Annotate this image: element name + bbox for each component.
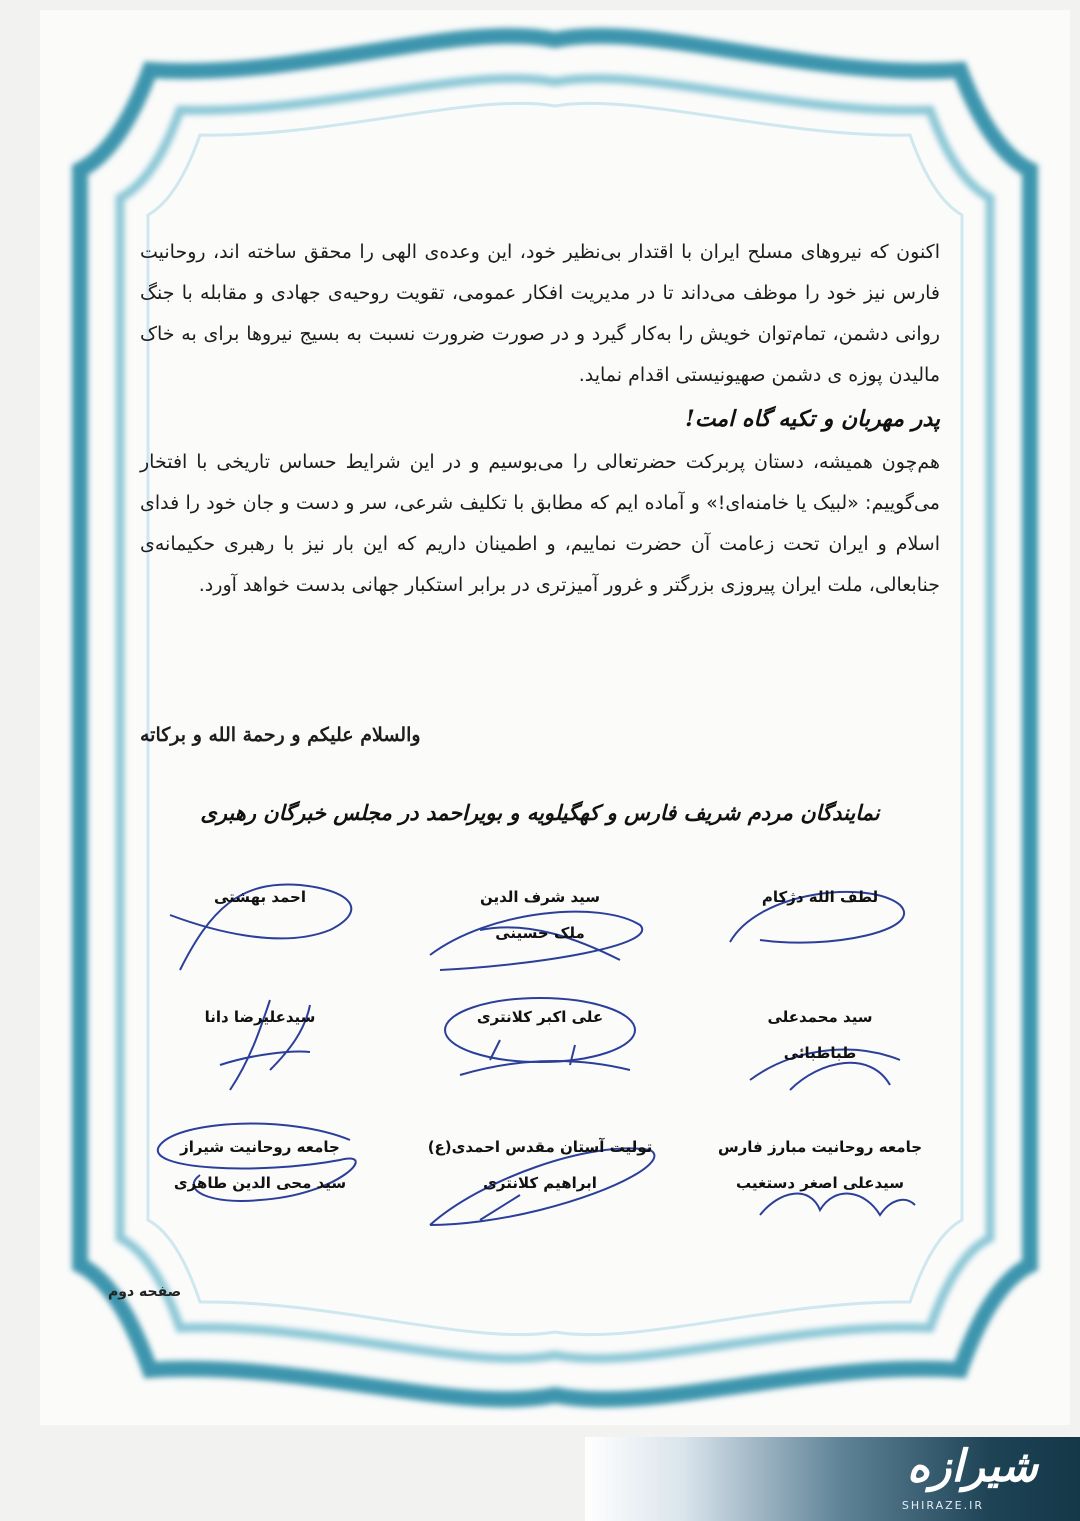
signatory-6	[140, 990, 380, 1100]
shiraze-watermark	[585, 1437, 1080, 1521]
letter-heading: پدر مهربان و تکیه گاه امت!	[685, 406, 940, 432]
paragraph-2: هم‌چون همیشه، دستان پربرکت حضرتعالی را می‌بوسیم و در این شرایط حساس تاریخی با افتخار می‌گوییم: «لبیک یا خامنه‌ای!» و آماده ایم که مطابق با تکلیف شرعی، سر و دست و جان خود را فدای اسلام و ایران تحت زعامت آن حضرت نماییم، و اطمینان داریم که این بار نیز با رهبری حکیمانه‌ی جنابعالی، ملت ایران پیروزی بزرگتر و غرور آمیزتری در برابر استکبار جهانی بدست خواهد آورد.	[140, 451, 940, 596]
signatory-8	[420, 1120, 660, 1230]
signatory-name-2: طباطبائی	[783, 1044, 857, 1062]
signatory-name: جامعه روحانیت شیراز	[180, 1138, 340, 1156]
watermark-brand: شیرازه	[907, 1441, 1038, 1492]
signature-scribble	[420, 990, 660, 1100]
signatory-name: لطف الله دژکام	[761, 888, 879, 906]
signatory-9	[140, 1120, 380, 1230]
signatory-name: جامعه روحانیت مبارز فارس	[717, 1138, 923, 1156]
representatives-title: نمایندگان مردم شریف فارس و کهگیلویه و بویراحمد در مجلس خبرگان رهبری	[200, 800, 880, 825]
signatory-name: سید محمدعلی	[767, 1008, 873, 1026]
signatory-name-2: ابراهیم کلانتری	[483, 1174, 597, 1192]
signature-scribble	[700, 870, 940, 980]
watermark-site: SHIRAZE.IR	[901, 1499, 984, 1512]
signature-block	[140, 870, 940, 1230]
signatory-name: تولیت آستان مقدس احمدی(ع)	[427, 1138, 653, 1156]
signature-scribble	[140, 870, 380, 980]
closing-salutation: والسلام علیکم و رحمة الله و برکاته	[140, 724, 421, 746]
letter-body	[140, 232, 940, 606]
signatory-3	[140, 870, 380, 980]
paragraph-1: اکنون که نیروهای مسلح ایران با اقتدار بی‌نظیر خود، این وعده‌ی الهی را محقق ساخته اند، روحانیت فارس نیز خود را موظف می‌داند تا در مدیریت افکار عمومی، تقویت روحیه‌ی جهادی و مقابله با جنگ روانی دشمن، تمام‌توان خویش را به‌کار گیرد و در صورت ضرورت نسبت به بسیج نیروها برای به خاک مالیدن پوزه ی دشمن صهیونیستی اقدام نماید.	[140, 241, 940, 386]
signatory-1	[700, 870, 940, 980]
signatory-name: علی اکبر کلانتری	[476, 1008, 604, 1026]
signature-scribble	[140, 990, 380, 1100]
signatory-name-2: سید محی الدین طاهری	[173, 1174, 347, 1192]
signatory-name-2: ملک حسینی	[495, 924, 585, 942]
signatory-5	[420, 990, 660, 1100]
signatory-name: احمد بهشتی	[214, 888, 306, 906]
signatory-4	[700, 990, 940, 1100]
signatory-7	[700, 1120, 940, 1230]
signatory-name: سیدعلیرضا دانا	[204, 1008, 316, 1026]
page-number-label: صفحه دوم	[108, 1284, 182, 1300]
signatory-name-2: سیدعلی اصغر دستغیب	[735, 1174, 904, 1192]
signatory-name: سید شرف الدین	[479, 888, 601, 906]
signatory-2	[420, 870, 660, 980]
